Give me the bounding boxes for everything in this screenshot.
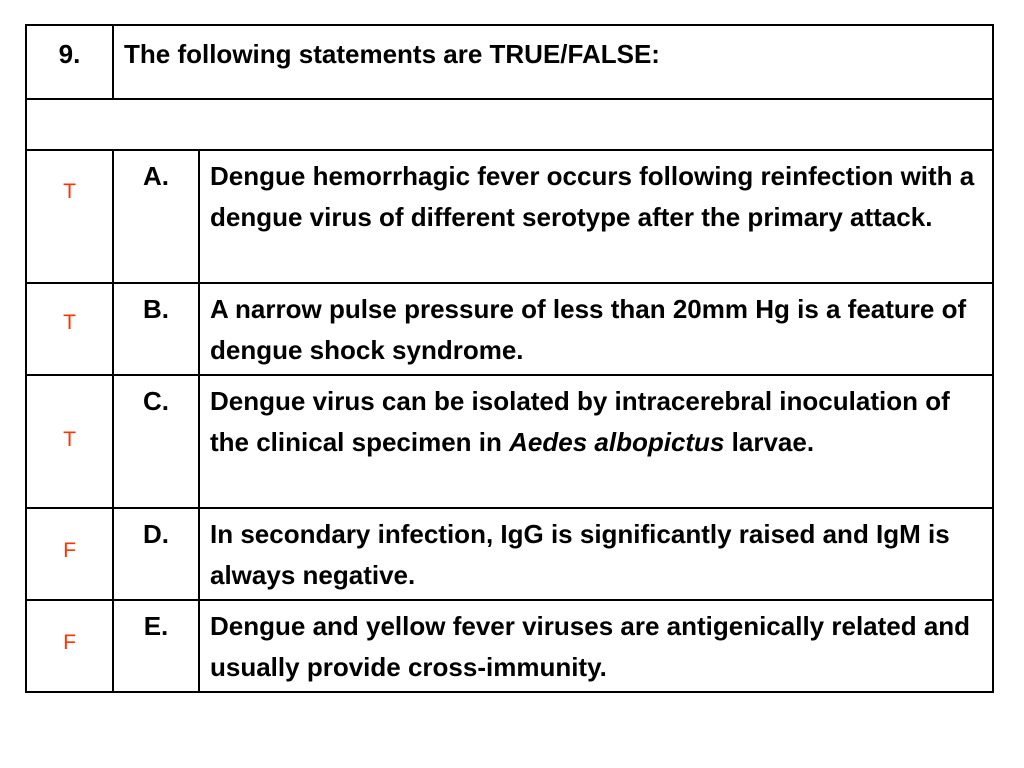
answer-b: T (26, 283, 113, 375)
answer-c: T (26, 375, 113, 508)
empty-cell (26, 99, 993, 150)
statement-text-b: A narrow pulse pressure of less than 20mm Hg is a feature of dengue shock syndrome. (199, 283, 993, 375)
answer-a: T (26, 150, 113, 283)
statement-letter-b: B. (113, 283, 199, 375)
statement-letter-e: E. (113, 600, 199, 692)
question-header-row (26, 25, 993, 99)
statement-text-c-end: larvae. (731, 427, 815, 457)
statement-row-c (26, 375, 993, 508)
question-prompt: The following statements are TRUE/FALSE: (113, 25, 993, 99)
statement-row-e (26, 600, 993, 692)
answer-e: F (26, 600, 113, 692)
statement-row-d (26, 508, 993, 600)
statement-text-d: In secondary infection, IgG is significantly raised and IgM is always negative. (199, 508, 993, 600)
statement-row-a (26, 150, 993, 283)
statement-text-e: Dengue and yellow fever viruses are antigenically related and usually provide cross-immunity. (199, 600, 993, 692)
question-number: 9. (26, 25, 113, 99)
statement-letter-c: C. (113, 375, 199, 508)
question-table (25, 24, 994, 693)
statement-letter-d: D. (113, 508, 199, 600)
statement-text-c-main: Dengue virus can be isolated by intracerebral inoculation of the clinical specimen in (210, 386, 950, 457)
spacer-row (26, 99, 993, 150)
statement-row-b (26, 283, 993, 375)
answer-d: F (26, 508, 113, 600)
species-name: Aedes albopictus (509, 427, 725, 457)
statement-text-c (199, 375, 993, 508)
statement-letter-a: A. (113, 150, 199, 283)
statement-text-a: Dengue hemorrhagic fever occurs following reinfection with a dengue virus of different serotype after the primary attack. (199, 150, 993, 283)
